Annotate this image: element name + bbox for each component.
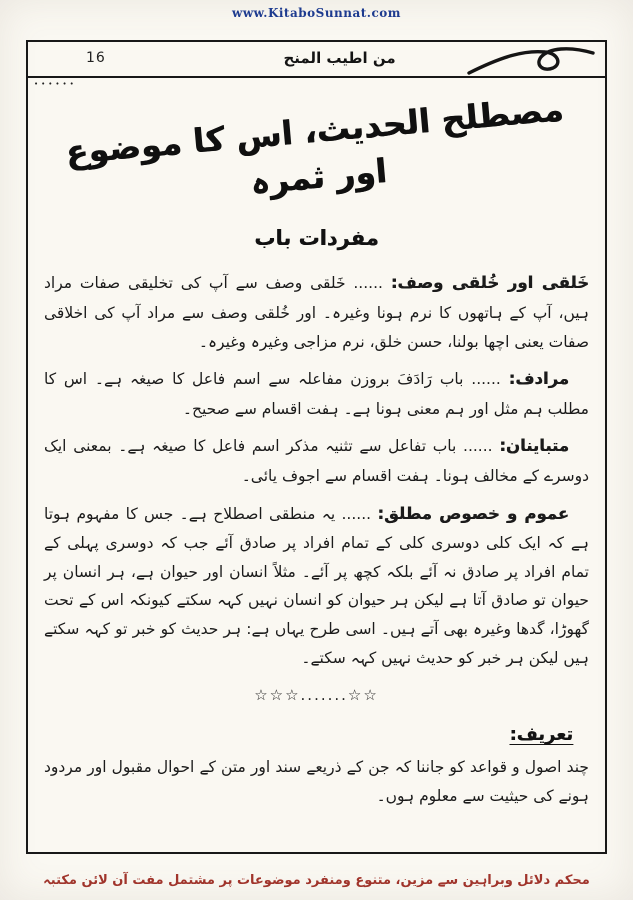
paragraph-text: ...... باب رَادَفَ بروزن مفاعلہ سے اسم فاعل کا صیغہ ہے۔ اس کا مطلب ہم مثل اور ہم معنی ہونا ہے۔ ہفت اقسام سے صحیح۔ [44,370,589,418]
page-header [28,42,605,78]
body-text [28,250,605,810]
definition-paragraph: چند اصول و قواعد کو جاننا کہ جن کے ذریعے سند اور متن کے احوال مقبول اور مردود ہونے کی حیثیت سے معلوم ہوں۔ [44,758,589,806]
definition-heading: تعریف: [509,724,573,746]
page-number: 16 [86,50,106,66]
paragraph-text: ...... باب تفاعل سے تثنیہ مذکر اسم فاعل کا صیغہ ہے۔ بمعنی ایک دوسرے کے مخالف ہونا۔ ہفت اقسام سے اجوف یائی۔ [44,437,589,485]
paragraph-mutabayinan [44,431,589,490]
star-divider: ☆☆☆.......☆☆ [254,686,379,705]
footer-note: محکم دلائل وبراہین سے مزین، متنوع ومنفرد موضوعات پر مشتمل مفت آن لائن مکتبہ [43,873,590,888]
main-title: مصطلح الحدیث، اس کا موضوع اور ثمرہ [63,89,565,202]
paragraph-text: ...... خَلقی وصف سے آپ کی تخلیقی صفات مراد ہیں، آپ کے ہاتھوں کا نرم ہونا وغیرہ۔ اور خُلقی وصف سے مراد آپ کی اخلاقی صفات یعنی اچھا بولنا، حسن خلق، نرم مزاجی وغیرہ وغیرہ۔ [44,274,589,351]
website-url-link[interactable]: www.KitaboSunnat.com [231,6,401,20]
term-mutabayinan: متباینان: [499,436,569,456]
paragraph-umoom-khusoos [44,499,589,673]
book-title: من اطيب المنح [283,49,396,67]
paragraph-muradif [44,364,589,423]
page-border-frame [26,40,607,854]
flourish-icon [465,44,597,80]
term-umoom-khusoos: عموم و خصوص مطلق: [377,503,569,523]
decorative-dots: •••••• [34,80,77,88]
paragraph-khalqi-khulqi [44,268,589,356]
term-muradif: مرادف: [508,369,569,389]
paragraph-text: ...... یہ منطقی اصطلاح ہے۔ جس کا مفہوم ہوتا ہے کہ ایک کلی دوسری کلی کے تمام افراد پر صادق آئے جب کہ دوسری پہلی کے تمام افراد پر صادق نہ آئے بلکہ کچھ پر آئے۔ مثلاً انسان اور حیوان ہے، ہر انسان پر حیوان تو صادق آتا ہے لیکن ہر حیوان کو انسان نہیں کہہ سکتے کیونکہ اس کے تحت گھوڑا، گدھا وغیرہ بھی آتے ہیں۔ اسی طرح یہاں ہے: ہر حدیث کو خبر تو کہہ سکتے ہیں لیکن ہر خبر کو حدیث نہیں کہہ سکتے۔ [44,504,589,667]
section-heading: مفردات باب [254,226,379,251]
term-khalqi-khulqi: خَلقی اور خُلقی وصف: [390,273,590,293]
